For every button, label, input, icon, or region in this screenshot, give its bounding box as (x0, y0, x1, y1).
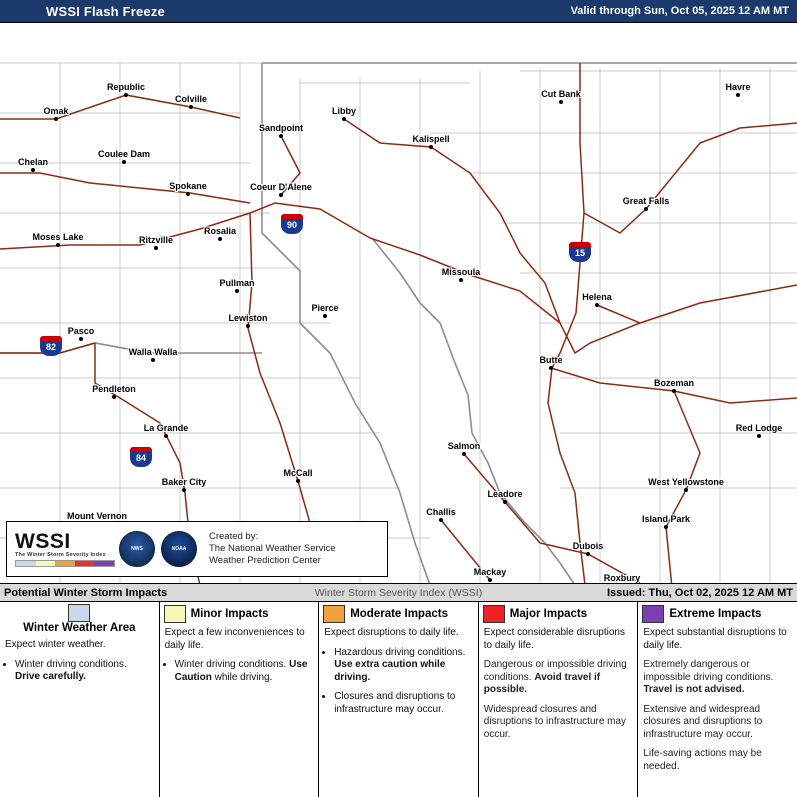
city-dot (164, 434, 168, 438)
city-dot (235, 289, 239, 293)
valid-through-text: Valid through Sun, Oct 05, 2025 12 AM MT (570, 5, 789, 17)
impacts-bar-left-label: Potential Winter Storm Impacts (4, 586, 168, 599)
legend-header (0, 602, 159, 637)
legend-title: Winter Weather Area (23, 622, 136, 634)
interstate-shield-icon (281, 214, 303, 234)
legend-column (319, 602, 479, 797)
page-title: WSSI Flash Freeze (46, 3, 165, 19)
city-dot (323, 314, 327, 318)
legend-body (638, 625, 797, 773)
legend-bullet-list (324, 647, 473, 717)
legend-paragraph: Dangerous or impossible driving conditions. Avoid travel if possible. (483, 659, 627, 695)
city-dot (459, 278, 463, 282)
legend-title: Minor Impacts (190, 607, 269, 620)
legend-header (479, 602, 638, 625)
city-dot (503, 500, 507, 504)
city-label: Coulee Dam (97, 149, 151, 159)
impacts-bar-center-label: Winter Storm Severity Index (WSSI) (314, 586, 483, 599)
city-label: Mount Vernon (67, 511, 127, 521)
credit-line-2: The National Weather Service (209, 543, 336, 554)
wssi-brand-subtitle: The Winter Storm Severity Index (15, 551, 106, 558)
city-label: Ritzville (138, 235, 174, 245)
city-dot (154, 246, 158, 250)
legend-paragraph: Expect a few inconveniences to daily life. (164, 627, 305, 651)
city-dot (186, 192, 190, 196)
city-label: Bozeman (653, 378, 695, 388)
wssi-brand (7, 529, 111, 567)
city-label: Coeur D'Alene (250, 182, 312, 192)
city-dot (586, 552, 590, 556)
legend-color-swatch (642, 605, 664, 623)
credit-line-1: Created by: (209, 531, 259, 542)
legend-paragraph: Life-saving actions may be needed. (643, 748, 762, 772)
city-dot (218, 237, 222, 241)
impacts-header-bar (0, 584, 797, 602)
city-label: Colville (174, 94, 208, 104)
title-bar (0, 0, 797, 22)
legend-color-swatch (68, 604, 90, 622)
city-label: Pullman (219, 278, 255, 288)
city-dot (151, 358, 155, 362)
city-dot (31, 168, 35, 172)
legend-paragraph: Extremely dangerous or impossible driving conditions. Travel is not advised. (643, 659, 774, 695)
city-label: Mackay (473, 567, 507, 577)
legend-bullet-emphasis: Use Caution (174, 659, 308, 683)
city-dot (429, 145, 433, 149)
legend-header (319, 602, 478, 625)
city-label: Cut Bank (541, 89, 581, 99)
legend-bullet: • Winter driving conditions. Use Caution while driving. (175, 659, 314, 684)
city-label: Pierce (311, 303, 339, 313)
city-label: Red Lodge (735, 423, 783, 433)
legend-header (160, 602, 319, 625)
city-dot (296, 479, 300, 483)
interstate-shield-icon (40, 336, 62, 356)
city-dot (189, 105, 193, 109)
noaa-seal-icon: NOAA (161, 531, 197, 567)
city-label: Baker City (161, 477, 207, 487)
city-dot (182, 488, 186, 492)
city-label: Butte (539, 355, 563, 365)
legend-body (160, 625, 319, 684)
city-label: Roxbury (603, 573, 641, 583)
city-label: Havre (725, 82, 751, 92)
impacts-legend (0, 602, 797, 797)
severity-scale-swatch (55, 561, 75, 566)
credit-line-3: Weather Prediction Center (209, 555, 321, 566)
legend-column (0, 602, 160, 797)
city-label: Moses Lake (32, 232, 84, 242)
city-dot (672, 389, 676, 393)
legend-bullet-list (5, 659, 154, 684)
city-label: Pendleton (92, 384, 136, 394)
wssi-brand-text: WSSI (15, 529, 71, 553)
credit-text (205, 531, 336, 567)
legend-paragraph: Expect considerable disruptions to daily life. (483, 627, 625, 651)
city-label: Sandpoint (259, 123, 303, 133)
legend-paragraph: Expect substantial disruptions to daily life. (643, 627, 787, 651)
city-dot (439, 518, 443, 522)
city-dot (736, 93, 740, 97)
legend-bullet-emphasis: Use extra caution while driving. (334, 659, 446, 683)
legend-column (638, 602, 797, 797)
city-dot (644, 207, 648, 211)
legend-bullet: • Closures and disruptions to infrastructure may occur. (334, 691, 473, 716)
legend-column (479, 602, 639, 797)
impacts-bar-issued-label: Issued: Thu, Oct 02, 2025 12 AM MT (606, 586, 793, 599)
interstate-shield-icon (130, 447, 152, 467)
agency-seals (111, 531, 205, 567)
legend-header (638, 602, 797, 625)
legend-paragraph: Expect winter weather. (5, 639, 106, 650)
legend-body (0, 637, 159, 684)
severity-scale-swatch (36, 561, 56, 566)
severity-scale-swatch (16, 561, 36, 566)
city-label: McCall (283, 468, 313, 478)
legend-bullet: • Winter driving conditions. Drive carefully. (15, 659, 154, 684)
city-dot (488, 578, 492, 582)
city-label: Kalispell (412, 134, 450, 144)
legend-paragraph: Extensive and widespread closures and disruptions to infrastructure may occur. (643, 703, 763, 740)
highway-lines (0, 63, 797, 584)
city-dot (559, 100, 563, 104)
city-label: Omak (43, 106, 69, 116)
legend-bullet: • Hazardous driving conditions. Use extra caution while driving. (334, 647, 473, 685)
city-dot (684, 488, 688, 492)
city-dot (54, 117, 58, 121)
map-vector-layer (0, 23, 797, 584)
legend-title: Major Impacts (509, 607, 588, 620)
city-label: Island Park (641, 514, 691, 524)
legend-color-swatch (483, 605, 505, 623)
city-label: Leadore (487, 489, 523, 499)
nws-seal-icon: NWS (119, 531, 155, 567)
city-dot (549, 366, 553, 370)
city-dot (79, 337, 83, 341)
wssi-severity-scale (15, 560, 115, 567)
city-label: Walla Walla (128, 347, 178, 357)
wssi-logo-box (6, 521, 388, 577)
city-dot (122, 160, 126, 164)
city-label: Chelan (17, 157, 49, 167)
legend-paragraph-emphasis: Travel is not advised. (643, 684, 745, 695)
city-dot (664, 525, 668, 529)
city-label: Libby (332, 106, 356, 116)
city-label: Spokane (169, 181, 207, 191)
city-dot (279, 193, 283, 197)
city-dot (342, 117, 346, 121)
city-label: Lewiston (228, 313, 268, 323)
severity-scale-swatch (75, 561, 95, 566)
city-label: Dubois (572, 541, 604, 551)
city-label: Challis (426, 507, 456, 517)
city-dot (56, 243, 60, 247)
city-label: Salmon (447, 441, 481, 451)
legend-color-swatch (164, 605, 186, 623)
city-label: Pasco (67, 326, 95, 336)
city-label: Missoula (441, 267, 481, 277)
city-label: Rosalia (203, 226, 237, 236)
legend-paragraph: Expect disruptions to daily life. (324, 627, 459, 638)
interstate-number: 15 (569, 247, 591, 262)
legend-bullet-emphasis: Drive carefully. (15, 671, 86, 682)
legend-bullet-list (165, 659, 314, 684)
legend-paragraph-emphasis: Avoid travel if possible. (483, 671, 601, 695)
city-dot (112, 395, 116, 399)
city-label: La Grande (143, 423, 189, 433)
city-dot (124, 93, 128, 97)
city-label: West Yellowstone (648, 477, 724, 487)
city-label: Helena (582, 292, 612, 302)
interstate-number: 84 (130, 452, 152, 467)
legend-title: Moderate Impacts (350, 607, 448, 620)
interstate-number: 90 (281, 219, 303, 234)
legend-paragraph: Widespread closures and disruptions to infrastructure may occur. (483, 703, 627, 740)
legend-color-swatch (323, 605, 345, 623)
city-label: Great Falls (622, 196, 670, 206)
city-label: Republic (106, 82, 146, 92)
city-dot (279, 134, 283, 138)
map-canvas[interactable] (0, 22, 797, 584)
city-dot (595, 303, 599, 307)
city-dot (757, 434, 761, 438)
interstate-number: 82 (40, 341, 62, 356)
legend-title: Extreme Impacts (669, 607, 762, 620)
city-dot (246, 324, 250, 328)
legend-column (160, 602, 320, 797)
city-dot (462, 452, 466, 456)
legend-body (479, 625, 638, 741)
interstate-shield-icon (569, 242, 591, 262)
legend-body (319, 625, 478, 716)
